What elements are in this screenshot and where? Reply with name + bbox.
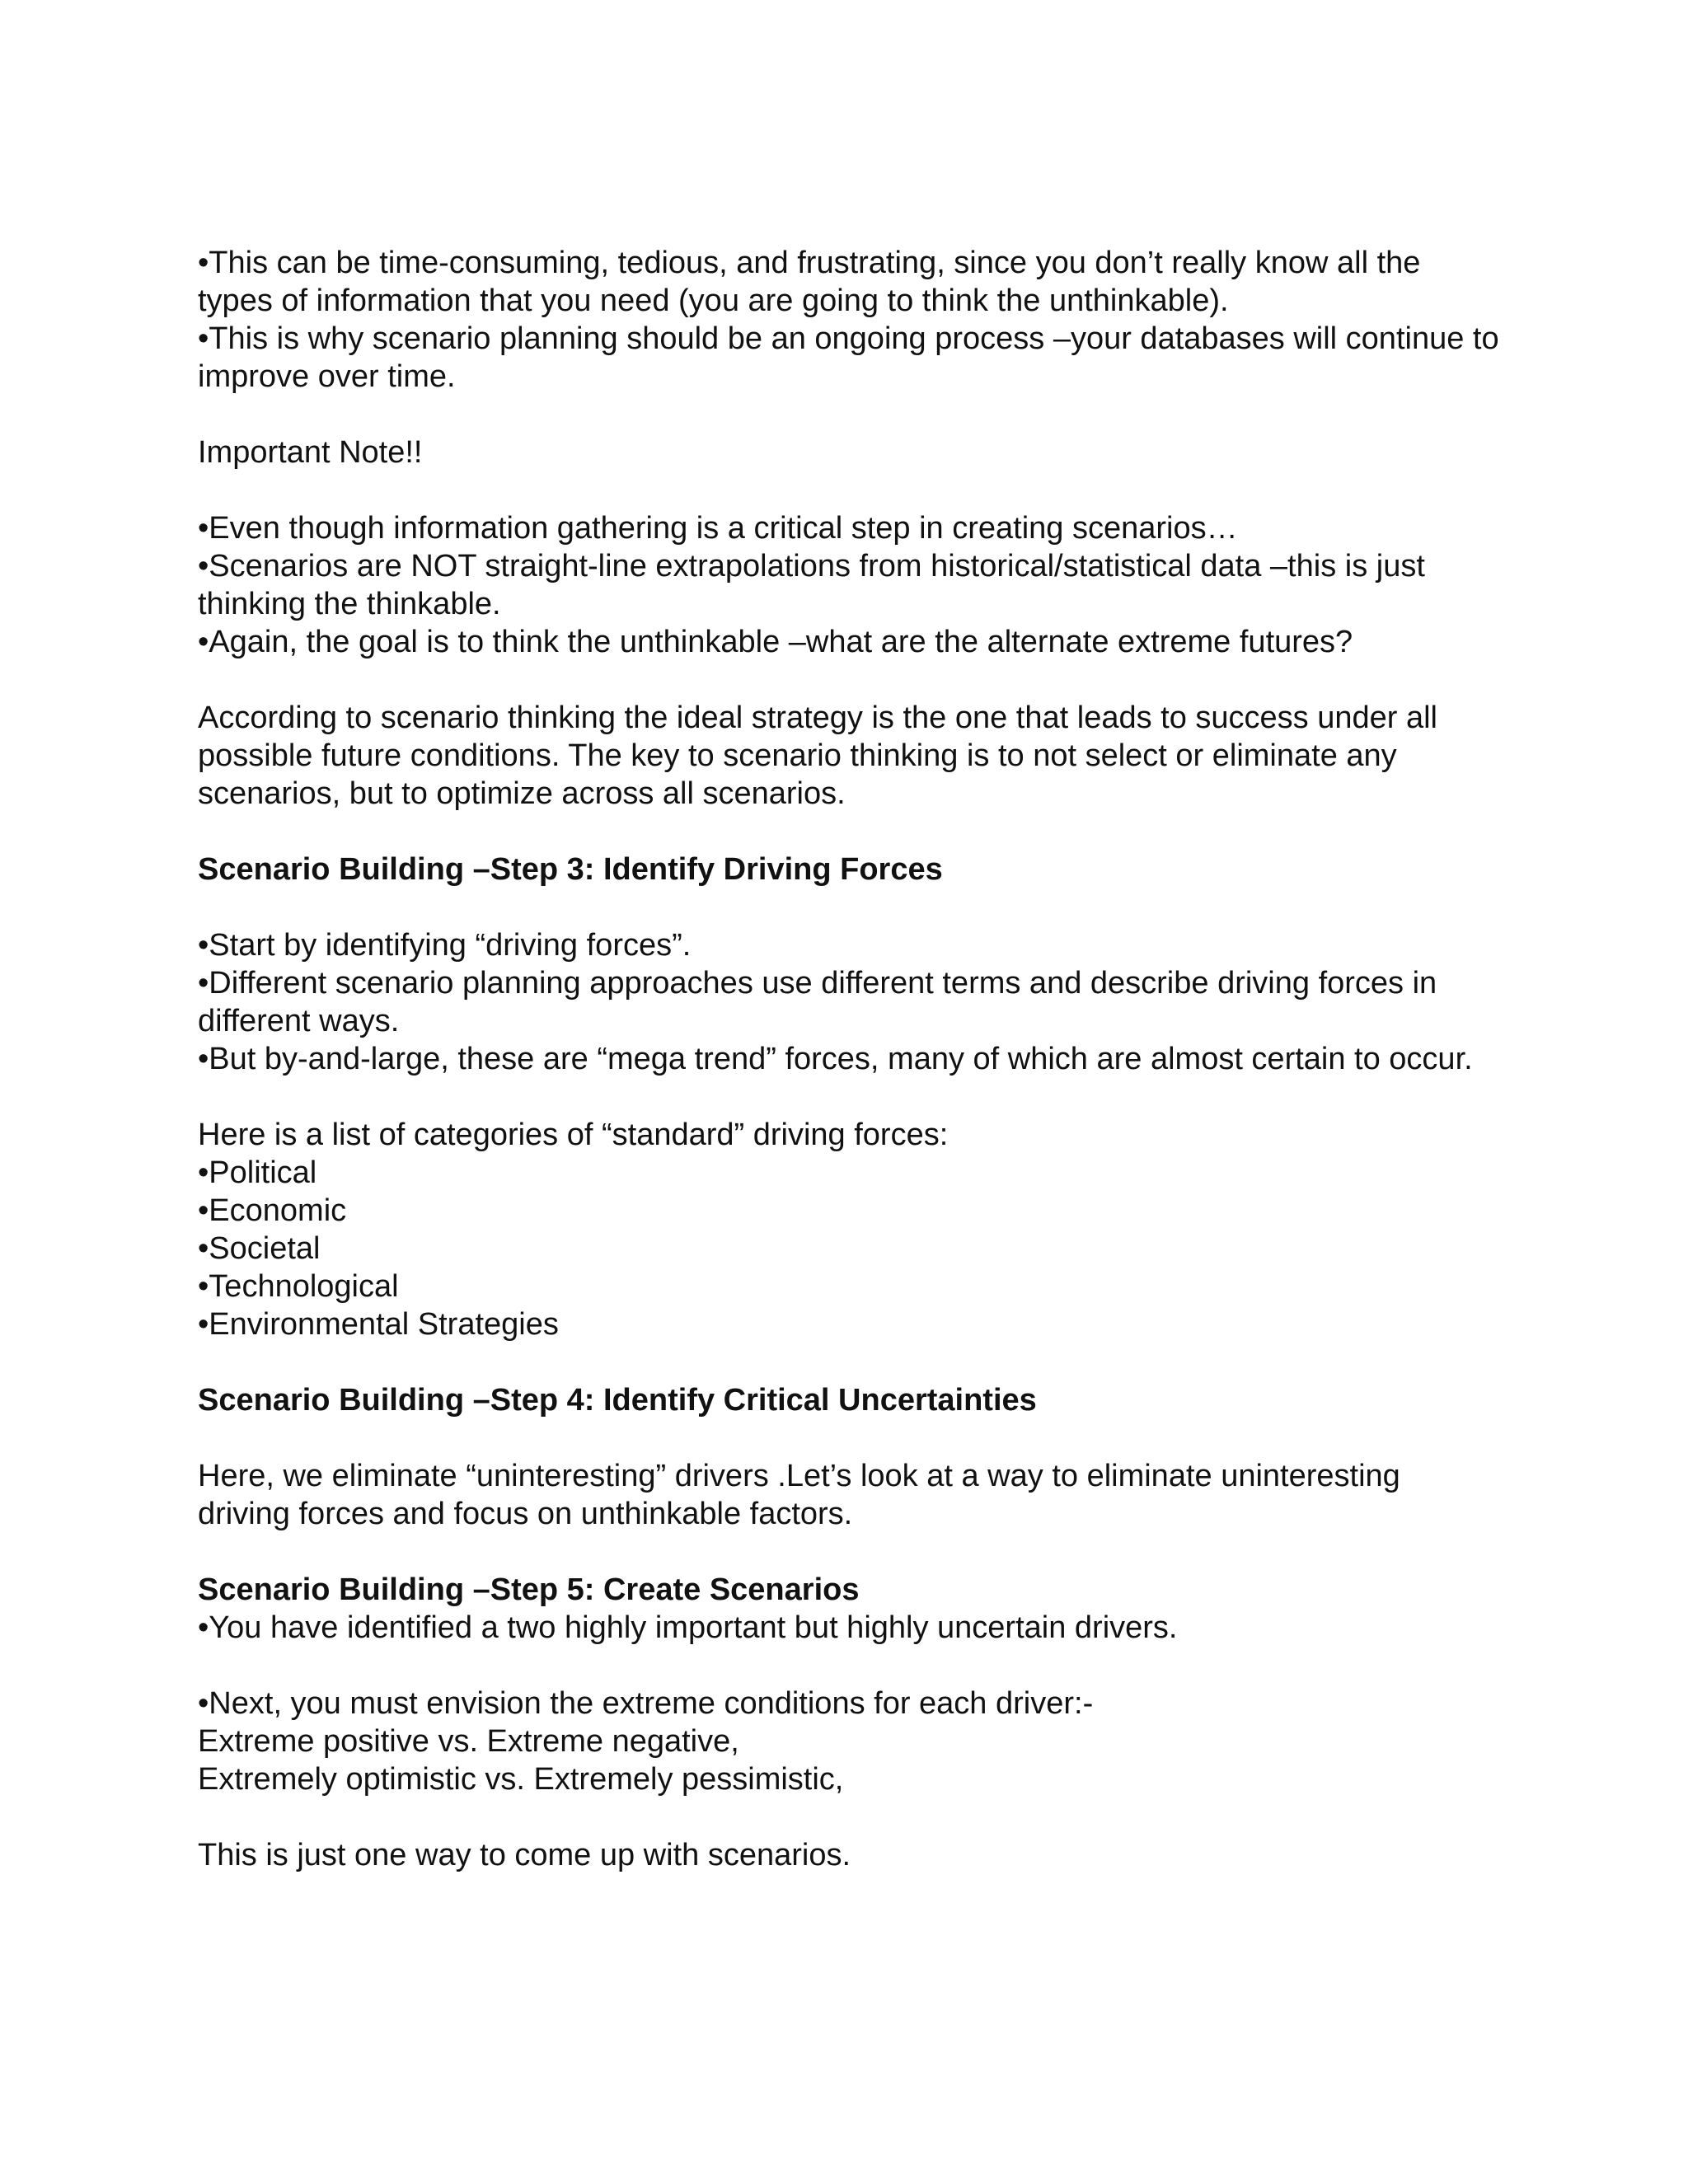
important-note-title: Important Note!! — [198, 435, 423, 470]
driving-forces-list-intro: Here is a list of categories of “standard” driving forces: — [198, 1118, 949, 1152]
strategy-paragraph: According to scenario thinking the ideal strategy is the one that leads to success under all possible future conditions. The key to scenario thinking is to not select or eliminate any scenarios, but to optimize across all scenarios. — [198, 701, 1437, 811]
spacer — [198, 1533, 1500, 1571]
closing-sentence: This is just one way to come up with scenarios. — [198, 1838, 851, 1872]
step4-heading: Scenario Building –Step 4: Identify Critical Uncertainties — [198, 1383, 1037, 1418]
step3-heading: Scenario Building –Step 3: Identify Driving Forces — [198, 852, 943, 887]
note-bullet-not-extrapolations: •Scenarios are NOT straight-line extrapolations from historical/statistical data –this is just thinking the thinkable. — [198, 549, 1425, 621]
spacer — [198, 813, 1500, 851]
step3-bullet-mega-trend: •But by-and-large, these are “mega trend” forces, many of which are almost certain to occur. — [198, 1042, 1473, 1076]
intro-bullet-ongoing-process: •This is why scenario planning should be an ongoing process –your databases will continue to improve over time. — [198, 321, 1499, 394]
note-bullet-think-unthinkable: •Again, the goal is to think the unthinkable –what are the alternate extreme futures? — [198, 625, 1353, 659]
spacer — [198, 661, 1500, 699]
step5-bullet-identified-drivers: •You have identified a two highly important but highly uncertain drivers. — [198, 1610, 1178, 1645]
step5-bullet-envision-extremes: •Next, you must envision the extreme conditions for each driver:- — [198, 1686, 1094, 1721]
condition-positive-negative: Extreme positive vs. Extreme negative, — [198, 1724, 739, 1759]
note-bullet-information-gathering: •Even though information gathering is a critical step in creating scenarios… — [198, 511, 1238, 546]
intro-bullet-time-consuming: •This can be time-consuming, tedious, and frustrating, since you don’t really know all the types of information that you need (you are going to think the unthinkable). — [198, 246, 1421, 318]
step4-paragraph: Here, we eliminate “uninteresting” drivers .Let’s look at a way to eliminate uninteresting driving forces and focus on unthinkable factors. — [198, 1459, 1400, 1531]
condition-optimistic-pessimistic: Extremely optimistic vs. Extremely pessimistic, — [198, 1762, 844, 1797]
spacer — [198, 1798, 1500, 1836]
spacer — [198, 1078, 1500, 1116]
driving-force-economic: •Economic — [198, 1193, 347, 1228]
driving-force-political: •Political — [198, 1155, 317, 1190]
spacer — [198, 396, 1500, 434]
spacer — [198, 471, 1500, 509]
spacer — [198, 1419, 1500, 1457]
driving-force-environmental: •Environmental Strategies — [198, 1307, 559, 1342]
driving-force-technological: •Technological — [198, 1269, 399, 1304]
step3-bullet-start: •Start by identifying “driving forces”. — [198, 928, 692, 963]
document-page — [198, 244, 1500, 1874]
spacer — [198, 1647, 1500, 1685]
spacer — [198, 1343, 1500, 1381]
step5-heading: Scenario Building –Step 5: Create Scenarios — [198, 1572, 860, 1607]
driving-force-societal: •Societal — [198, 1231, 321, 1266]
step3-bullet-different-approaches: •Different scenario planning approaches use different terms and describe driving forces in different ways. — [198, 966, 1437, 1038]
spacer — [198, 888, 1500, 926]
